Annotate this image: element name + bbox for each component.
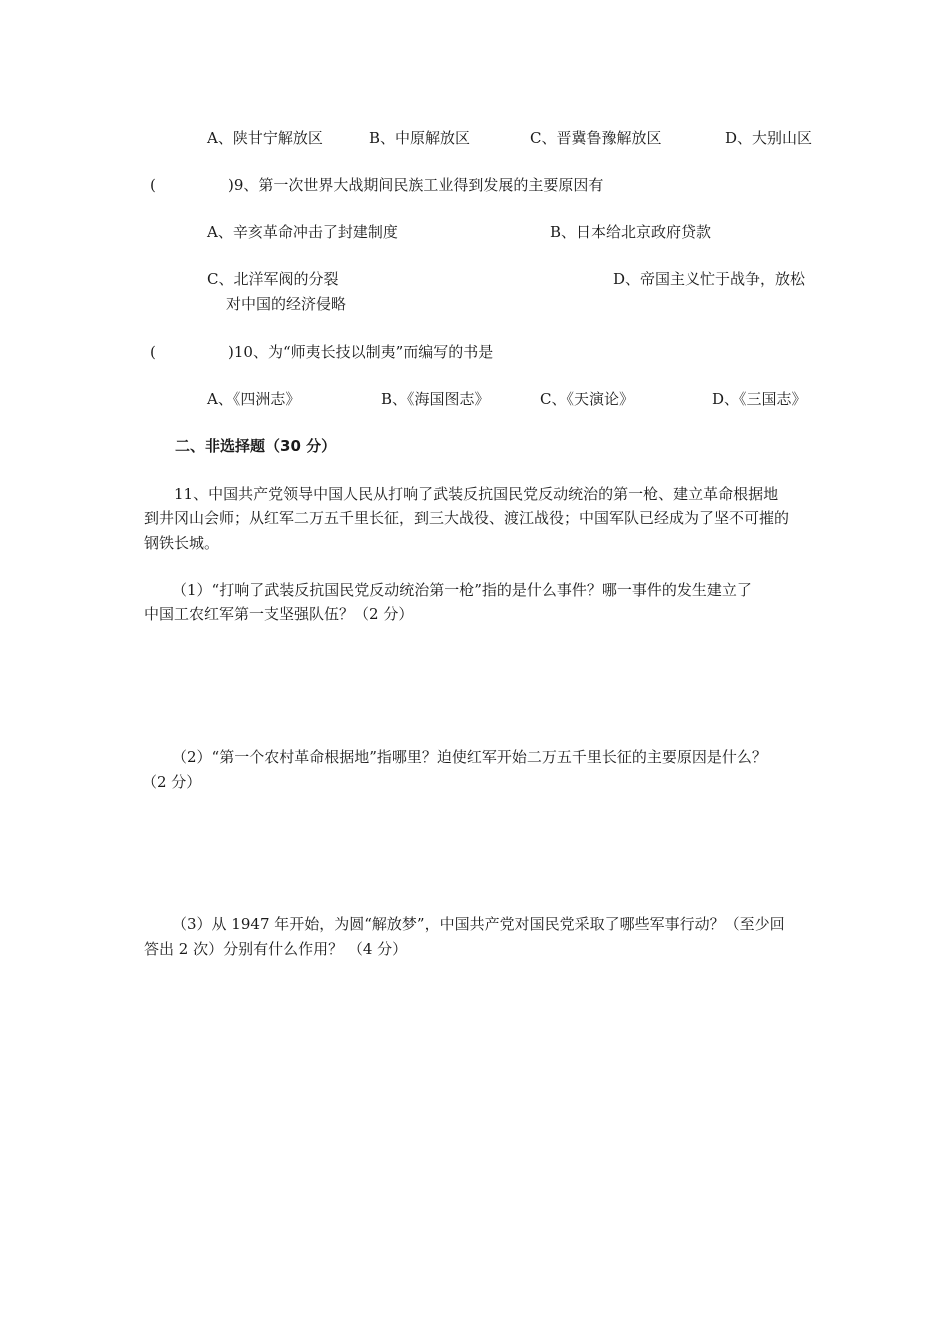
q11-intro-line-3: 钢铁长城。: [144, 534, 220, 552]
q9-option-d: D、帝国主义忙于战争，放松: [613, 270, 806, 288]
q11-sub1-line-1: （1）“打响了武装反抗国民党反动统治第一枪”指的是什么事件？哪一事件的发生建立了: [172, 581, 752, 599]
q8-option-b: B、中原解放区: [369, 129, 471, 147]
q9-stem: )9、第一次世界大战期间民族工业得到发展的主要原因有: [228, 176, 604, 194]
q8-option-a: A、陕甘宁解放区: [207, 129, 323, 147]
q10-option-d: D、《三国志》: [712, 390, 807, 408]
q10-stem: )10、为“师夷长技以制夷”而编写的书是: [228, 343, 494, 361]
q11-intro-line-2: 到井冈山会师；从红军二万五千里长征，到三大战役、渡江战役；中国军队已经成为了坚不可摧的: [144, 509, 790, 527]
q11-sub2-line-1: （2）“第一个农村革命根据地”指哪里？迫使红军开始二万五千里长征的主要原因是什么？: [172, 748, 767, 766]
q9-answer-bracket: (: [150, 176, 156, 194]
q11-intro-line-1: 11、中国共产党领导中国人民从打响了武装反抗国民党反动统治的第一枪、建立革命根据地: [174, 485, 779, 503]
q10-option-a: A、《四洲志》: [207, 390, 301, 408]
q11-sub3-line-2: 答出 2 次）分别有什么作用？ （4 分）: [144, 940, 408, 958]
q9-option-c: C、北洋军阀的分裂: [207, 270, 339, 288]
section-title: 二、非选择题（30 分）: [175, 437, 337, 455]
q8-option-c: C、晋冀鲁豫解放区: [530, 129, 662, 147]
q9-option-a: A、辛亥革命冲击了封建制度: [207, 223, 398, 241]
q11-sub3-line-1: （3）从 1947 年开始，为圆“解放梦”，中国共产党对国民党采取了哪些军事行动？（至少回: [172, 915, 785, 933]
q10-answer-bracket: (: [150, 343, 156, 361]
q8-option-d: D、大别山区: [725, 129, 813, 147]
q11-sub1-line-2: 中国工农红军第一支坚强队伍？（2 分）: [144, 605, 414, 623]
q10-option-c: C、《天演论》: [540, 390, 634, 408]
q9-option-d-continued: 对中国的经济侵略: [226, 295, 347, 313]
q9-option-b: B、日本给北京政府贷款: [550, 223, 712, 241]
q10-option-b: B、《海国图志》: [381, 390, 490, 408]
q11-sub2-line-2: （2 分）: [142, 773, 202, 791]
